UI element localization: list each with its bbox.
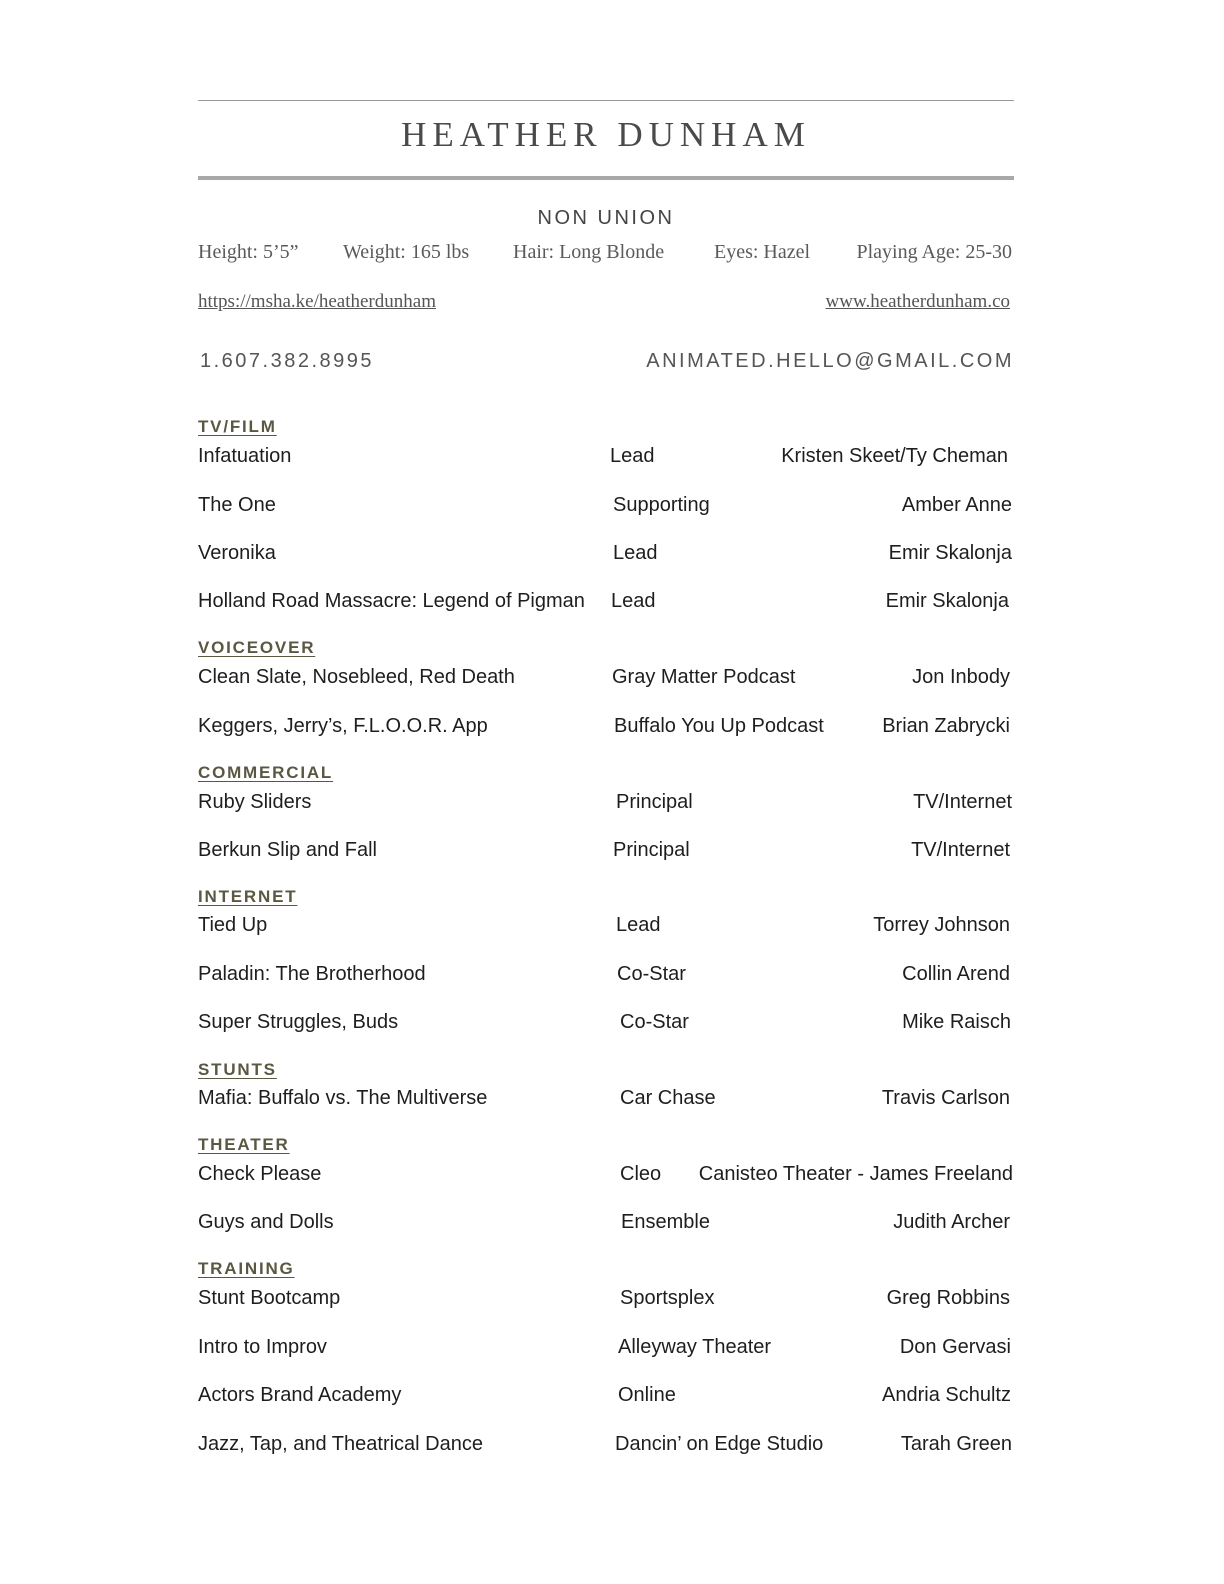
credit-title: Infatuation (198, 445, 292, 467)
credit-title: Veronika (198, 542, 276, 564)
stat-height: Height: 5’5” (198, 241, 299, 263)
credit-title: Super Struggles, Buds (198, 1011, 399, 1033)
phone-number: 1.607.382.8995 (200, 350, 375, 372)
credit-title: Tied Up (198, 914, 268, 936)
credit-role: Co-Star (617, 963, 686, 985)
stat-eyes: Eyes: Hazel (714, 241, 811, 263)
credit-director: Mike Raisch (902, 1011, 1011, 1033)
training-instructor: Andria Schultz (882, 1384, 1011, 1406)
credit-role: Car Chase (620, 1087, 716, 1109)
credit-title: Mafia: Buffalo vs. The Multiverse (198, 1087, 488, 1109)
credit-role: Lead (616, 914, 661, 936)
credit-title: The One (198, 494, 276, 516)
section-heading-theater: THEATER (198, 1135, 290, 1154)
credit-title: Keggers, Jerry’s, F.L.O.O.R. App (198, 715, 488, 737)
email-address: ANIMATED.HELLO@GMAIL.COM (646, 350, 1014, 372)
credit-director: Emir Skalonja (888, 542, 1012, 564)
credit-director: TV/Internet (911, 839, 1010, 861)
union-status: NON UNION (537, 207, 675, 229)
training-instructor: Tarah Green (900, 1433, 1012, 1455)
website-link[interactable]: www.heatherdunham.co (825, 291, 1010, 312)
resume-page (198, 0, 1014, 1584)
credit-role: Lead (611, 590, 656, 612)
credit-title: Holland Road Massacre: Legend of Pigman (198, 590, 585, 612)
stat-playing-age: Playing Age: 25-30 (856, 241, 1012, 263)
section-heading-voiceover: VOICEOVER (198, 638, 316, 657)
credit-role: Lead (610, 445, 655, 467)
header-rule-top (198, 100, 1014, 101)
credit-director: Kristen Skeet/Ty Cheman (781, 445, 1008, 467)
section-heading-tvfilm: TV/FILM (198, 417, 277, 436)
credit-title: Paladin: The Brotherhood (198, 963, 426, 985)
actor-name: HEATHER DUNHAM (401, 115, 811, 154)
training-course: Stunt Bootcamp (198, 1287, 341, 1309)
credit-director: Jon Inbody (912, 666, 1010, 688)
credit-director: Torrey Johnson (873, 914, 1010, 936)
credit-role: Cleo (620, 1163, 662, 1185)
credit-role: Buffalo You Up Podcast (614, 715, 824, 737)
reel-link[interactable]: https://msha.ke/heatherdunham (198, 291, 436, 312)
training-location: Dancin’ on Edge Studio (615, 1433, 824, 1455)
stat-hair: Hair: Long Blonde (513, 241, 665, 263)
section-heading-stunts: STUNTS (198, 1060, 277, 1079)
credit-title: Check Please (198, 1163, 322, 1185)
credit-title: Berkun Slip and Fall (198, 839, 377, 861)
credit-director: Amber Anne (901, 494, 1012, 516)
training-instructor: Greg Robbins (886, 1287, 1010, 1309)
credit-director: Judith Archer (893, 1211, 1010, 1233)
credit-role: Co-Star (620, 1011, 689, 1033)
credit-role: Lead (613, 542, 658, 564)
credit-title: Ruby Sliders (198, 791, 312, 813)
training-course: Intro to Improv (198, 1336, 327, 1358)
credit-title: Guys and Dolls (198, 1211, 334, 1233)
credit-director: Travis Carlson (881, 1087, 1010, 1109)
training-location: Sportsplex (620, 1287, 715, 1309)
credit-director: Brian Zabrycki (882, 715, 1010, 737)
credit-director: Canisteo Theater - James Freeland (698, 1163, 1013, 1185)
credit-role: Supporting (613, 494, 710, 516)
credit-director: TV/Internet (913, 791, 1012, 813)
header-rule-bottom (198, 176, 1014, 180)
credit-role: Gray Matter Podcast (612, 666, 796, 688)
credit-title: Clean Slate, Nosebleed, Red Death (198, 666, 515, 688)
training-location: Online (618, 1384, 676, 1406)
credit-role: Principal (616, 791, 693, 813)
credit-role: Principal (613, 839, 690, 861)
training-course: Jazz, Tap, and Theatrical Dance (198, 1433, 483, 1455)
stat-weight: Weight: 165 lbs (343, 241, 470, 263)
section-heading-commercial: COMMERCIAL (198, 763, 334, 782)
credit-director: Emir Skalonja (885, 590, 1009, 612)
credit-role: Ensemble (621, 1211, 710, 1233)
credit-director: Collin Arend (902, 963, 1010, 985)
training-instructor: Don Gervasi (899, 1336, 1011, 1358)
training-course: Actors Brand Academy (198, 1384, 402, 1406)
training-location: Alleyway Theater (618, 1336, 772, 1358)
section-heading-training: TRAINING (198, 1259, 295, 1278)
section-heading-internet: INTERNET (198, 887, 298, 906)
